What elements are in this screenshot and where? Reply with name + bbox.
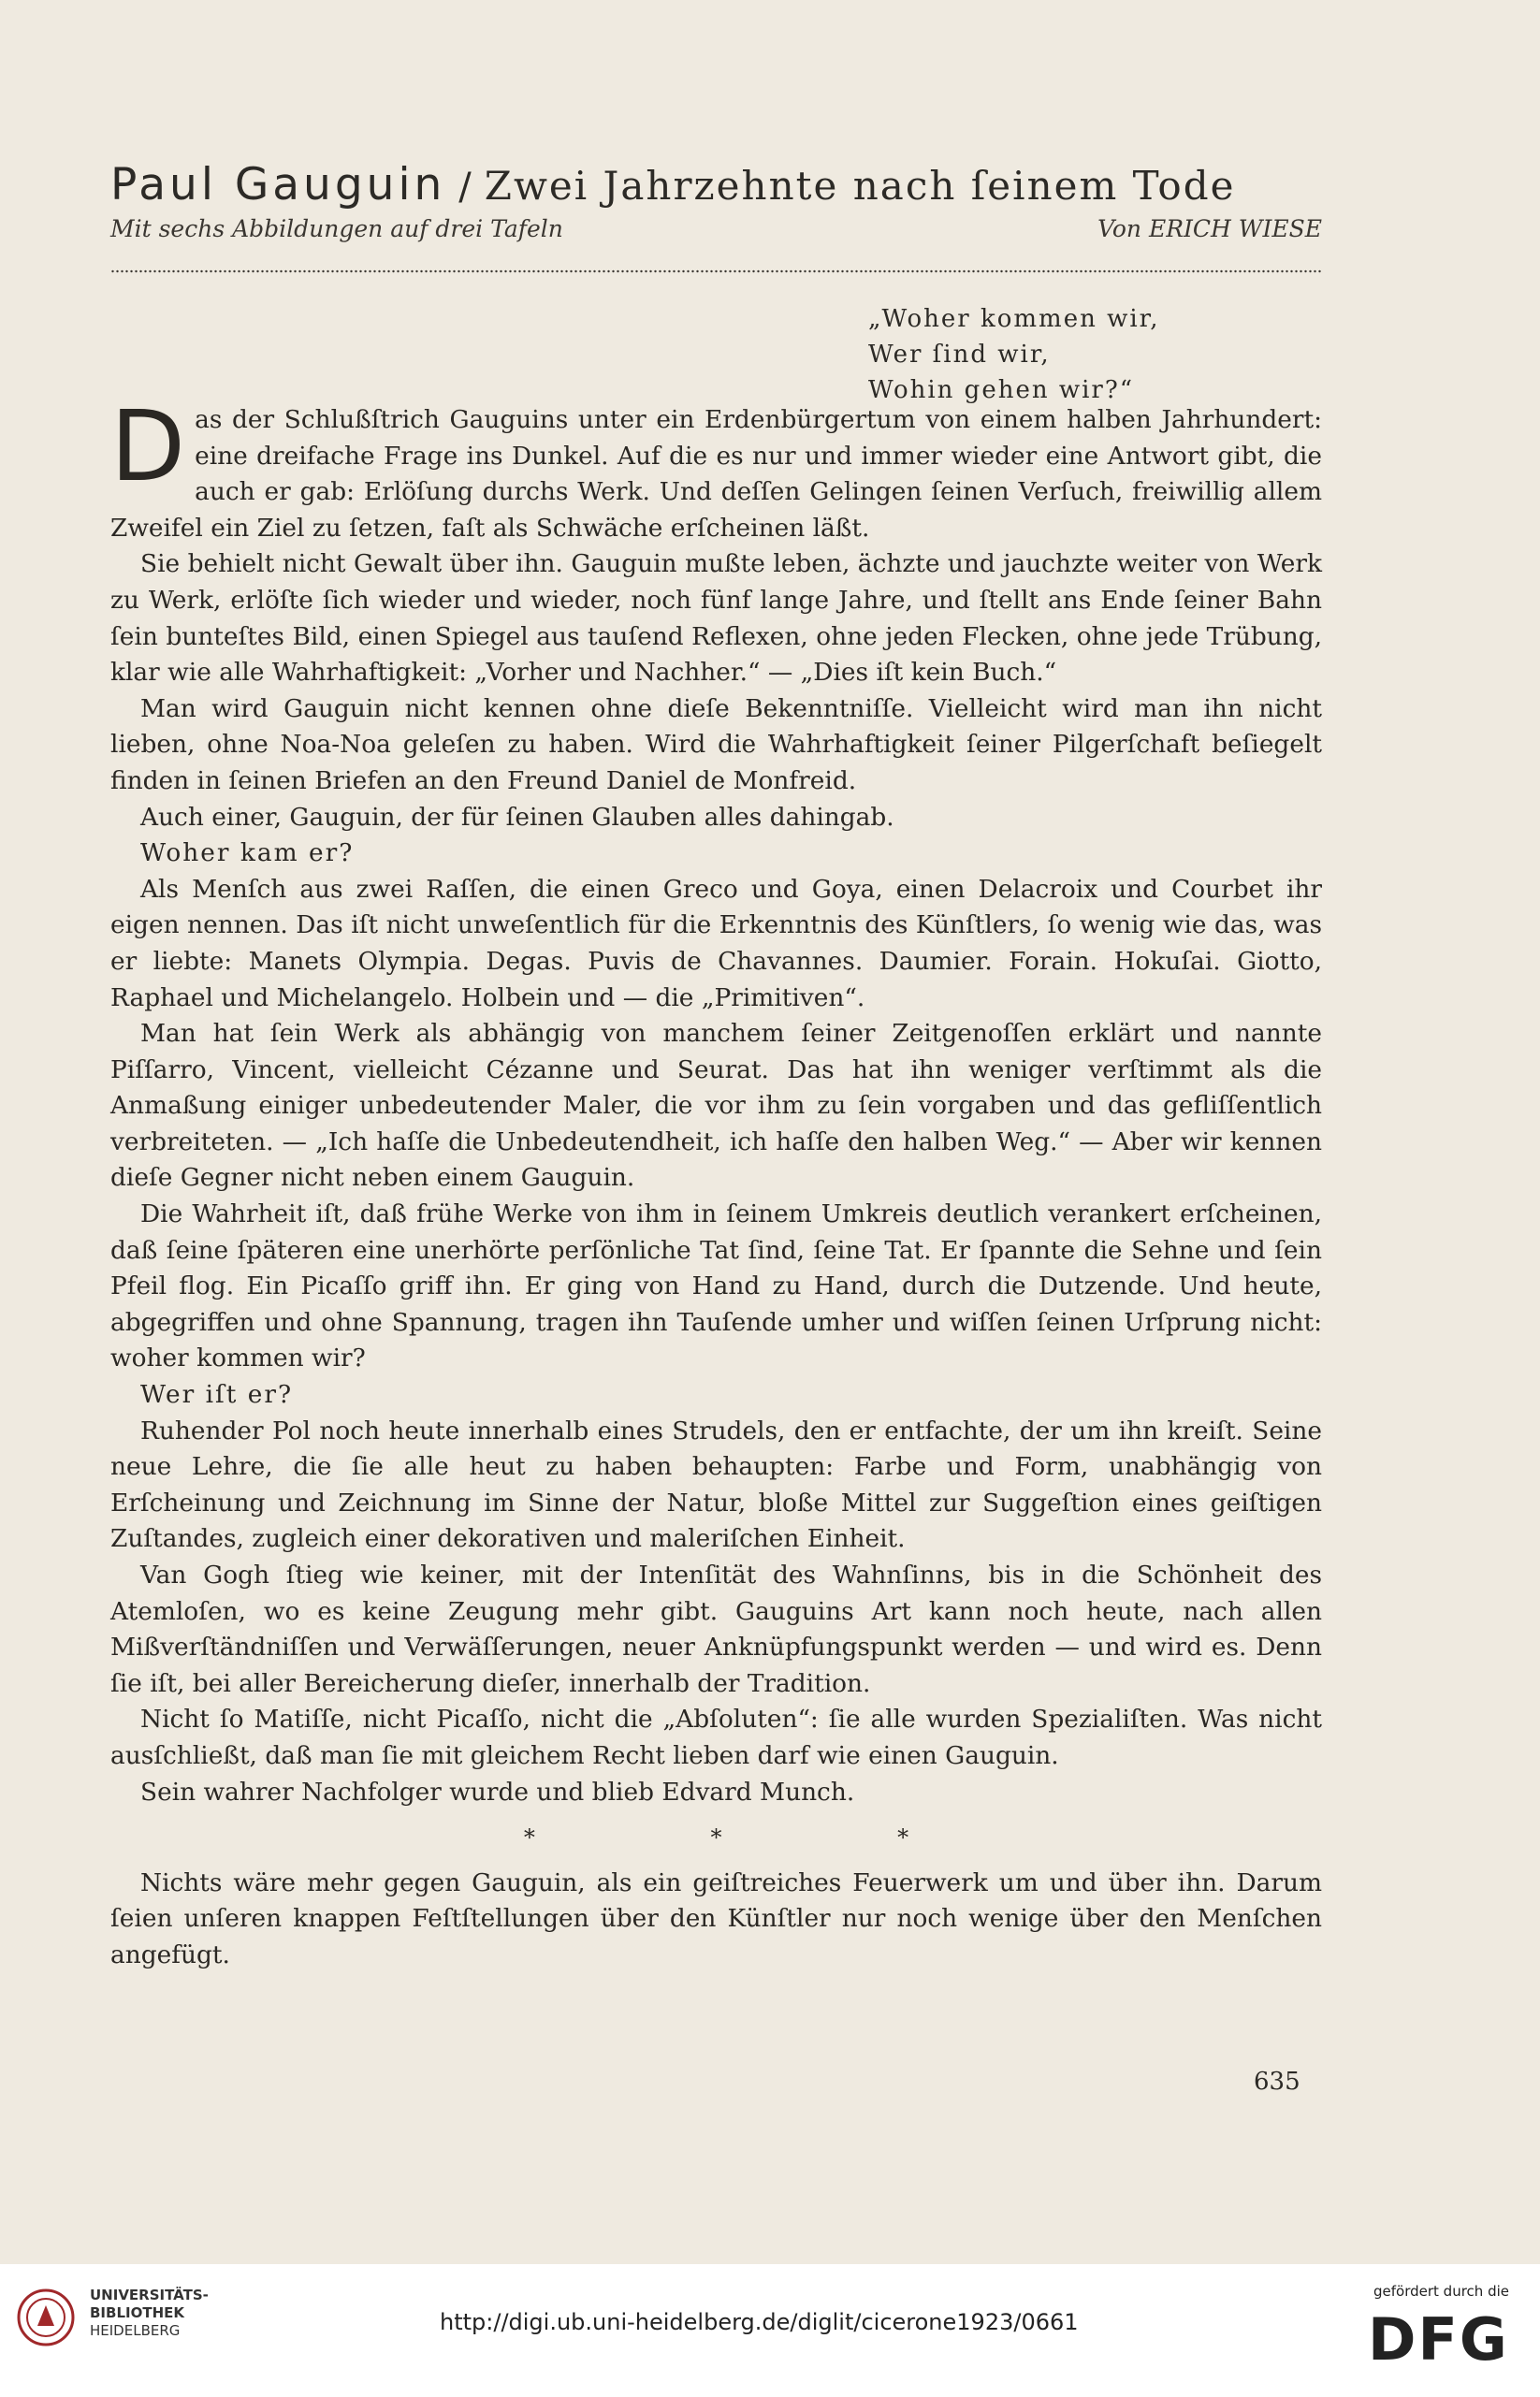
paragraph: Nichts wäre mehr gegen Gauguin, als ein geiſtreiches Feuerwerk um und über ihn. Darum ſeien unſeren knappen Feſtſtellungen über den Künſtler nur noch wenige über den Menſchen angefügt. — [110, 1867, 1322, 1969]
section-question: Wer iſt er? — [140, 1380, 294, 1410]
motto — [868, 301, 1160, 408]
title-main: Paul Gauguin — [110, 159, 446, 211]
paragraph: Auch einer, Gauguin, der für ſeinen Glauben alles dahingab. — [140, 802, 894, 832]
paragraph: Die Wahrheit iſt, daß frühe Werke von ihm in ſeinem Umkreis deutlich verankert erſcheinen, daß ſeine ſpäteren eine unerhörte perſönliche Tat ſind, ſeine Tat. Er ſpannte die Sehne und ſein Pfeil flog. Ein Picaſſo griff ihn. Er ging von Hand zu Hand, durch die Dutzende. Und heute, abgegriffen und ohne Spannung, tragen ihn Tauſende umher und wiſſen ſeinen Urſprung nicht: woher kommen wir? — [110, 1199, 1322, 1373]
paragraph: Nicht ſo Matiſſe, nicht Picaſſo, nicht die „Abſoluten“: ſie alle wurden Spezialiſten. Was nicht ausſchließt, daß man ſie mit gleichem Recht lieben darf wie einen Gauguin. — [110, 1705, 1322, 1770]
section-separator: * * * — [523, 1824, 994, 1852]
byline — [110, 215, 1322, 242]
title-subtitle: Zwei Jahrzehnte nach ſeinem Tode — [484, 163, 1236, 209]
university-seal-icon — [17, 2288, 75, 2346]
motto-line: „Woher kommen wir, — [868, 305, 1160, 333]
funding-note: gefördert durch die — [1373, 2283, 1509, 2300]
paragraph: Man wird Gauguin nicht kennen ohne dieſe Bekenntniſſe. Vielleicht wird man ihn nicht lieben, ohne Noa-Noa geleſen zu haben. Wird die Wahrhaftigkeit ſeiner Pilgerſchaft beſiegelt finden in ſeinen Briefen an den Freund Daniel de Monfreid. — [110, 693, 1322, 795]
paragraph: Das der Schlußſtrich Gauguins unter ein Erdenbürgertum von einem halben Jahrhundert: eine dreifache Frage ins Dunkel. Auf die es nur und immer wieder eine Antwort gibt, die auch er gab: Erlöſung durchs Werk. Und deſſen Gelingen ſeinen Verſuch, freiwillig allem Zweifel ein Ziel zu ſetzen, faſt als Schwäche erſcheinen läßt. — [110, 389, 1322, 543]
title-separator: / — [458, 166, 472, 209]
paragraph: Man hat ſein Werk als abhängig von manchem ſeiner Zeitgenoſſen erklärt und nannte Piſſarro, Vincent, vielleicht Cézanne und Seurat. Das hat ihn weniger verſtimmt als die Anmaßung einiger unbedeutender Maler, die vor ihm zu ſein vorgaben und das gefliſſentlich verbreiteten. — „Ich haſſe die Unbedeutendheit, ich haſſe den halben Weg.“ — Aber wir kennen dieſe Gegner nicht neben einem Gauguin. — [110, 1019, 1322, 1193]
library-name: UNIVERSITÄTS- BIBLIOTHEK HEIDELBERG — [90, 2287, 209, 2339]
paragraph: Sie behielt nicht Gewalt über ihn. Gauguin mußte leben, ächzte und jauchzte weiter von Werk zu Werk, erlöſte ſich wieder und wieder, noch fünf lange Jahre, und ſtellt ans Ende ſeiner Bahn ſein bunteſtes Bild, einen Spiegel aus tauſend Reflexen, ohne jeden Flecken, ohne jede Trübung, klar wie alle Wahrhaftigkeit: „Vorher und Nachher.“ — „Dies iſt kein Buch.“ — [110, 549, 1322, 688]
paragraph: Sein wahrer Nachfolger wurde und blieb Edvard Munch. — [140, 1777, 855, 1807]
digitization-footer — [0, 2264, 1540, 2397]
drop-cap: D — [110, 389, 186, 503]
author: Von ERICH WIESE — [1097, 215, 1322, 242]
motto-line: Wer ſind wir, — [868, 341, 1051, 369]
section-question: Woher kam er? — [140, 838, 355, 868]
paragraph: Als Menſch aus zwei Raſſen, die einen Greco und Goya, einen Delacroix und Courbet ihr eigen nennen. Das iſt nicht unweſentlich für die Erkenntnis des Künſtlers, ſo wenig wie das, was er liebte: Manets Olympia. Degas. Puvis de Chavannes. Daumier. Forain. Hokuſai. Giotto, Raphael und Michelangelo. Holbein und — die „Primitiven“. — [110, 874, 1322, 1012]
illustration-note: Mit sechs Abbildungen auf drei Tafeln — [110, 215, 563, 242]
source-url[interactable]: http://digi.ub.uni-heidelberg.de/diglit/cicerone1923/0661 — [440, 2309, 1079, 2335]
article-title — [110, 159, 1322, 211]
dfg-logo: DFG — [1368, 2305, 1509, 2374]
page-number: 635 — [1254, 2068, 1300, 2096]
paragraph: Ruhender Pol noch heute innerhalb eines Strudels, den er entfachte, der um ihn kreiſt. Seine neue Lehre, die ſie alle heut zu haben behaupten: Farbe und Form, unabhängig von Erſcheinung und Zeichnung im Sinne der Natur, bloße Mittel zur Suggeſtion eines geiſtigen Zuſtandes, zugleich einer dekorativen und maleriſchen Einheit. — [110, 1416, 1322, 1554]
motto-line: Wohin gehen wir?“ — [868, 376, 1135, 404]
paragraph: Van Gogh ſtieg wie keiner, mit der Intenſität des Wahnſinns, bis in die Schönheit des Atemloſen, wo es keine Zeugung mehr gibt. Gauguins Art kann noch heute, nach allen Mißverſtändniſſen und Verwäſſerungen, neuer Anknüpfungspunkt werden — und wird es. Denn ſie iſt, bei aller Bereicherung dieſer, innerhalb der Tradition. — [110, 1561, 1322, 1698]
dotted-rule — [110, 269, 1322, 273]
